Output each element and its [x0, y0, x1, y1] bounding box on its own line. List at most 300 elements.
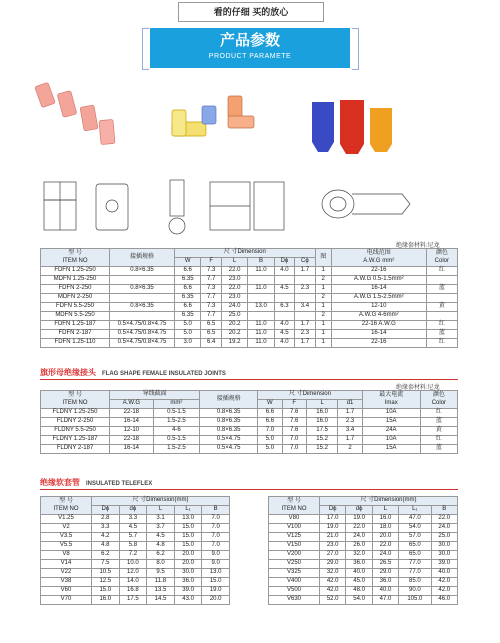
table-cell: 16-14: [331, 330, 426, 339]
table-cell: 24.0: [346, 533, 372, 542]
table-cell: 65.0: [399, 551, 431, 560]
table-cell: 12.5: [92, 578, 120, 587]
table-cell: 47.0: [372, 596, 398, 605]
table-cell: 19.2: [221, 339, 247, 348]
table-cell: 2.3: [295, 330, 315, 339]
table-cell: [110, 312, 175, 321]
table-cell: [295, 312, 315, 321]
table-cell: 21.0: [320, 533, 346, 542]
table-cell: 7.0: [202, 533, 230, 542]
table-cell: A.W.G 1.5-2.5mm²: [331, 294, 426, 303]
table-cell: [110, 294, 175, 303]
table-cell: 39.0: [431, 560, 457, 569]
section-divider-flag: [40, 379, 458, 380]
table-cell: 2: [338, 445, 362, 454]
table-cell: 17.5: [119, 596, 147, 605]
section-title-teleflex-cn: 绝缘软套管: [40, 478, 80, 487]
table-row: [269, 551, 458, 560]
section-title-teleflex: [40, 478, 152, 488]
table-cell: 7.7: [201, 276, 221, 285]
table-cell: 1.5-2.5: [153, 418, 200, 427]
table-cell: 42.0: [320, 587, 346, 596]
table-cell: 22-18: [110, 436, 154, 445]
table-row: [41, 578, 230, 587]
table-cell: 黄: [426, 303, 457, 312]
table-cell: [426, 276, 457, 285]
drawing-female-disconnect: [40, 176, 140, 246]
table-row: [41, 560, 230, 569]
table-cell: FDFN 1.25-187: [41, 321, 110, 330]
table-cell: 0.8×6.35: [110, 303, 175, 312]
table-cell: 12-10: [110, 427, 154, 436]
table-cell: 1.7: [295, 267, 315, 276]
table-cell: V125: [269, 533, 320, 542]
table-cell: 14.5: [147, 596, 175, 605]
hdr-wire-cn: 电线范围: [366, 250, 391, 256]
table-cell: 29.0: [372, 569, 398, 578]
table-cell: 11.0: [248, 339, 274, 348]
hdr3r-B: B: [431, 506, 457, 515]
table-cell: 13.5: [147, 587, 175, 596]
drawing-flag-terminal: [206, 178, 296, 248]
table-cell: 2: [315, 294, 331, 303]
table-cell: 24A: [362, 427, 420, 436]
table-cell: V5.5: [41, 542, 92, 551]
table-cell: 10.0: [119, 560, 147, 569]
table-cell: 4.2: [92, 533, 120, 542]
table-cell: 6.4: [201, 339, 221, 348]
table-cell: 0.5×4.75: [200, 436, 258, 445]
table-cell: [110, 276, 175, 285]
drawing-insulated-sleeve: [308, 176, 418, 236]
table-cell: 9.5: [147, 569, 175, 578]
table-cell: 6.35: [175, 294, 201, 303]
table-row: [269, 533, 458, 542]
table-cell: 15.2: [306, 436, 338, 445]
table-cell: 4.0: [274, 267, 294, 276]
header-band: [150, 28, 350, 68]
table-row: [41, 569, 230, 578]
table-cell: 0.8×6.35: [110, 267, 175, 276]
table-row: [41, 409, 458, 418]
table-cell: FLDNY 2-250: [41, 418, 110, 427]
table-cell: 6.5: [201, 321, 221, 330]
table-cell: 29.0: [320, 560, 346, 569]
table-cell: 22.0: [221, 285, 247, 294]
table-cell: 23.0: [221, 276, 247, 285]
hdr3l-d: dϕ: [119, 506, 147, 515]
table-cell: 3.3: [92, 524, 120, 533]
table-cell: 42.0: [431, 578, 457, 587]
table-cell: 3.4: [338, 427, 362, 436]
hdr3l-B: B: [202, 506, 230, 515]
table-row: [269, 560, 458, 569]
table-cell: V630: [269, 596, 320, 605]
table-cell: 22-16: [331, 339, 426, 348]
table-cell: 1: [315, 330, 331, 339]
table-cell: V325: [269, 569, 320, 578]
hdr2-color-en: Color: [431, 399, 447, 406]
material-note-2: 绝缘套材料:尼龙: [396, 385, 440, 391]
hdr2-dimension: 尺 寸Dimension: [258, 391, 363, 400]
table-row: [269, 587, 458, 596]
table-cell: 20.0: [174, 560, 202, 569]
table-cell: 77.0: [399, 560, 431, 569]
hdr-dimension: 尺 寸Dimension: [175, 249, 316, 258]
table-cell: 105.0: [399, 596, 431, 605]
section-title-teleflex-en: INSULATED TELEFLEX: [86, 481, 153, 487]
section-title-flag: [40, 368, 226, 378]
table-cell: 10A: [362, 436, 420, 445]
table-cell: 1.7: [338, 409, 362, 418]
table-cell: 15.0: [202, 578, 230, 587]
table-cell: [248, 312, 274, 321]
table-cell: 1.5-2.5: [153, 445, 200, 454]
table-cell: 30.0: [174, 569, 202, 578]
hdr-B: B: [248, 258, 274, 267]
table-row: [41, 276, 458, 285]
table-cell: 20.0: [174, 551, 202, 560]
table-cell: 红: [426, 267, 457, 276]
table-cell: 22.0: [372, 542, 398, 551]
table-cell: 24.0: [431, 524, 457, 533]
table-cell: 0.8×6.35: [200, 418, 258, 427]
hdr3l-dimension: 尺 寸Dimension(mm): [92, 497, 230, 506]
table-cell: 4-6: [153, 427, 200, 436]
table-cell: 15A: [362, 445, 420, 454]
table-row: [41, 418, 458, 427]
table-cell: 16.0: [372, 515, 398, 524]
table-row: [41, 542, 230, 551]
table-cell: 7.3: [201, 303, 221, 312]
table-cell: 2.8: [92, 515, 120, 524]
hdr2-L: L: [306, 400, 338, 409]
table-cell: V400: [269, 578, 320, 587]
table-cell: MDFN 5.5-250: [41, 312, 110, 321]
table-cell: 20.2: [221, 330, 247, 339]
hdr-L: L: [221, 258, 247, 267]
hdr-spec: 接插规格: [110, 249, 175, 267]
table-cell: 0.5-1.5: [153, 409, 200, 418]
table-cell: 1.7: [295, 339, 315, 348]
table-cell: 2.3: [338, 418, 362, 427]
hdr3r-L: L: [372, 506, 398, 515]
hdr2-color-cn: 颜色: [432, 392, 445, 398]
product-photo-pink-connectors: [30, 78, 130, 158]
table-cell: 4.0: [274, 339, 294, 348]
table-cell: 10.5: [92, 569, 120, 578]
table-cell: 26.5: [372, 560, 398, 569]
table-cell: 11.0: [248, 330, 274, 339]
table-cell: 15.0: [92, 587, 120, 596]
hdr2-F: F: [282, 400, 306, 409]
table-teleflex-left-body: [41, 515, 230, 605]
table-cell: 8.0: [147, 560, 175, 569]
table-cell: [426, 294, 457, 303]
table-cell: FLDNY 1.25-250: [41, 409, 110, 418]
table-cell: 27.0: [320, 551, 346, 560]
table-cell: 23.0: [320, 542, 346, 551]
table-cell: 36.0: [346, 560, 372, 569]
table-row: [41, 267, 458, 276]
table-cell: 6.2: [147, 551, 175, 560]
table-cell: MDFN 1.25-250: [41, 276, 110, 285]
table-cell: 12-10: [331, 303, 426, 312]
hdr3l-model-en: ITEM NO: [53, 505, 79, 512]
table-cell: 6.6: [175, 303, 201, 312]
table-cell: 52.0: [320, 596, 346, 605]
table-row: [41, 321, 458, 330]
table-cell: 9.0: [202, 551, 230, 560]
table-cell: 5.0: [175, 330, 201, 339]
table-cell: A.W.G 4-6mm²: [331, 312, 426, 321]
table-cell: V250: [269, 560, 320, 569]
table-cell: 36.0: [372, 578, 398, 587]
hdr3r-model-cn: 型 号: [287, 498, 301, 504]
table-cell: FDFN 2-250: [41, 285, 110, 294]
table-cell: 32.0: [320, 569, 346, 578]
table-cell: 5.0: [258, 445, 282, 454]
table-cell: 19.0: [320, 524, 346, 533]
table-row: [41, 596, 230, 605]
table-cell: MDFN 2-250: [41, 294, 110, 303]
table-cell: 47.0: [399, 515, 431, 524]
table-cell: 10A: [362, 409, 420, 418]
table-cell: 14.0: [119, 578, 147, 587]
table-cell: 32.0: [346, 551, 372, 560]
table-cell: V80: [269, 515, 320, 524]
table-cell: 13.0: [202, 569, 230, 578]
table-cell: 7.5: [92, 560, 120, 569]
table-cell: FDFN 1.25-110: [41, 339, 110, 348]
hdr2-wire: 导线截面: [110, 391, 200, 400]
table-cell: 9.0: [202, 560, 230, 569]
table-cell: V100: [269, 524, 320, 533]
table-cell: 43.0: [174, 596, 202, 605]
hdr-color-cn: 颜色: [435, 250, 448, 256]
table-cell: 57.0: [399, 533, 431, 542]
table-cell: 45.0: [346, 578, 372, 587]
table-cell: 0.5×4.75/0.8×4.75: [110, 339, 175, 348]
table-cell: 4.0: [274, 321, 294, 330]
table-row: [269, 524, 458, 533]
table-cell: 16.8: [119, 587, 147, 596]
hdr-color-en: Color: [434, 257, 450, 264]
table-cell: 蓝: [426, 330, 457, 339]
table-cell: 0.5×4.75: [200, 445, 258, 454]
table-cell: 12.0: [119, 569, 147, 578]
table-row: [269, 542, 458, 551]
table-cell: 6.6: [258, 409, 282, 418]
table-cell: FDFN 1.25-250: [41, 267, 110, 276]
table-cell: 0.5×4.75/0.8×4.75: [110, 321, 175, 330]
hdr3l-D: Dϕ: [92, 506, 120, 515]
table-cell: 7.0: [282, 436, 306, 445]
section-divider-teleflex: [40, 489, 458, 490]
table-cell: FLDNY 2-187: [41, 445, 110, 454]
hdr2-W: W: [258, 400, 282, 409]
table-cell: 4.5: [274, 285, 294, 294]
hdr2-awg: A.W.G: [110, 400, 154, 409]
table-cell: V500: [269, 587, 320, 596]
table-cell: 42.0: [320, 578, 346, 587]
table-row: [41, 339, 458, 348]
hdr3l-L1: L₁: [174, 506, 202, 515]
table-cell: [248, 276, 274, 285]
table-cell: V200: [269, 551, 320, 560]
table-cell: V150: [269, 542, 320, 551]
table-cell: 红: [426, 339, 457, 348]
hdr2-spec: 接插规格: [200, 391, 258, 409]
table-cell: 90.0: [399, 587, 431, 596]
table-cell: 11.0: [248, 267, 274, 276]
table-cell: FLDNY 5.5-250: [41, 427, 110, 436]
table-cell: 红: [420, 436, 457, 445]
table-cell: 1: [315, 267, 331, 276]
table-cell: 5.0: [175, 321, 201, 330]
table-cell: 25.0: [431, 533, 457, 542]
hdr3r-dimension: 尺 寸Dimension(mm): [320, 497, 458, 506]
table-cell: 6.6: [175, 285, 201, 294]
table-cell: 36.0: [174, 578, 202, 587]
hdr3l-model-cn: 型 号: [59, 498, 73, 504]
table-row: [41, 427, 458, 436]
table-cell: 23.0: [221, 294, 247, 303]
table-row: [41, 285, 458, 294]
table-cell: 20.2: [221, 321, 247, 330]
right-bracket-decoration: [352, 28, 359, 70]
table-cell: 2.3: [295, 285, 315, 294]
table-cell: V2: [41, 524, 92, 533]
hdr3r-d: dϕ: [346, 506, 372, 515]
table-cell: 54.0: [399, 524, 431, 533]
table-cell: 26.0: [346, 542, 372, 551]
table-cell: 25.0: [221, 312, 247, 321]
table-cell: [295, 276, 315, 285]
table-cell: 16.0: [306, 409, 338, 418]
table-cell: V60: [41, 587, 92, 596]
table-cell: 6.35: [175, 276, 201, 285]
table-cell: 30.0: [431, 542, 457, 551]
table-flag-joints-body: [41, 409, 458, 454]
table-cell: FDFN 5.5-250: [41, 303, 110, 312]
table-cell: 1: [315, 339, 331, 348]
material-note-1: 绝缘套材料:尼龙: [396, 243, 440, 249]
table-row: [41, 294, 458, 303]
table-cell: 2: [315, 312, 331, 321]
table-cell: 40.0: [431, 569, 457, 578]
table-cell: 3.0: [175, 339, 201, 348]
table-row: [41, 303, 458, 312]
table-row: [41, 330, 458, 339]
table-cell: V14: [41, 560, 92, 569]
hdr-wire-unit: mm²: [382, 257, 395, 264]
table-row: [41, 524, 230, 533]
table-disconnects: [40, 248, 458, 348]
table-cell: 15.0: [174, 533, 202, 542]
hdr-F: F: [201, 258, 221, 267]
table-cell: 15A: [362, 418, 420, 427]
table-flag-joints: [40, 390, 458, 454]
table-disconnects-body: [41, 267, 458, 348]
table-cell: 6.35: [175, 312, 201, 321]
table-cell: [295, 294, 315, 303]
hdr-model-cn: 型 号: [68, 250, 82, 256]
table-cell: 15.0: [174, 542, 202, 551]
table-cell: 54.0: [346, 596, 372, 605]
top-tagline: 看的仔细 买的放心: [178, 2, 324, 22]
table-cell: [274, 312, 294, 321]
table-cell: V1.25: [41, 515, 92, 524]
table-cell: 30.0: [431, 551, 457, 560]
table-cell: 1.7: [338, 436, 362, 445]
table-cell: 4.8: [147, 542, 175, 551]
hdr2-d1: d1: [338, 400, 362, 409]
table-cell: 红: [426, 321, 457, 330]
table-cell: 7.0: [282, 445, 306, 454]
table-cell: 24.0: [372, 551, 398, 560]
section-title-flag-cn: 旗形母绝缘接头: [40, 368, 96, 377]
table-cell: 17.5: [306, 427, 338, 436]
table-cell: 7.7: [201, 312, 221, 321]
table-cell: 1.7: [295, 321, 315, 330]
table-cell: 蓝: [426, 285, 457, 294]
table-cell: 6.6: [175, 267, 201, 276]
table-cell: 11.0: [248, 285, 274, 294]
table-cell: 42.0: [431, 587, 457, 596]
table-cell: 7.0: [202, 515, 230, 524]
table-cell: 7.3: [201, 285, 221, 294]
table-row: [269, 596, 458, 605]
table-cell: 16-14: [110, 418, 154, 427]
table-cell: [274, 294, 294, 303]
table-cell: 7.3: [201, 267, 221, 276]
table-row: [41, 445, 458, 454]
table-cell: 0.5-1.5: [153, 436, 200, 445]
table-cell: 16-14: [331, 285, 426, 294]
table-cell: 7.0: [202, 524, 230, 533]
table-cell: 5.7: [119, 533, 147, 542]
table-cell: 7.7: [201, 294, 221, 303]
table-cell: 7.6: [282, 418, 306, 427]
table-cell: V22: [41, 569, 92, 578]
page-title-en: PRODUCT PARAMETE: [208, 53, 292, 60]
table-cell: 16.0: [306, 418, 338, 427]
table-row: [41, 533, 230, 542]
table-cell: 22.0: [431, 515, 457, 524]
table-cell: 22-18: [110, 409, 154, 418]
table-row: [269, 515, 458, 524]
table-cell: 5.8: [119, 542, 147, 551]
table-cell: 13.0: [248, 303, 274, 312]
table-cell: 1: [315, 285, 331, 294]
hdr-model-en: ITEM NO: [62, 257, 88, 264]
table-cell: [426, 312, 457, 321]
table-row: [269, 569, 458, 578]
table-cell: 7.0: [258, 427, 282, 436]
table-cell: 39.0: [174, 587, 202, 596]
table-cell: 40.0: [372, 587, 398, 596]
hdr2-current-cn: 最大电流: [379, 392, 404, 398]
table-cell: 11.8: [147, 578, 175, 587]
table-cell: 22.0: [346, 524, 372, 533]
table-cell: [248, 294, 274, 303]
table-cell: 22-16 A.W.G: [331, 321, 426, 330]
table-cell: 蓝: [420, 445, 457, 454]
table-cell: 3.3: [119, 515, 147, 524]
table-cell: 3.1: [147, 515, 175, 524]
table-cell: 19.0: [202, 587, 230, 596]
